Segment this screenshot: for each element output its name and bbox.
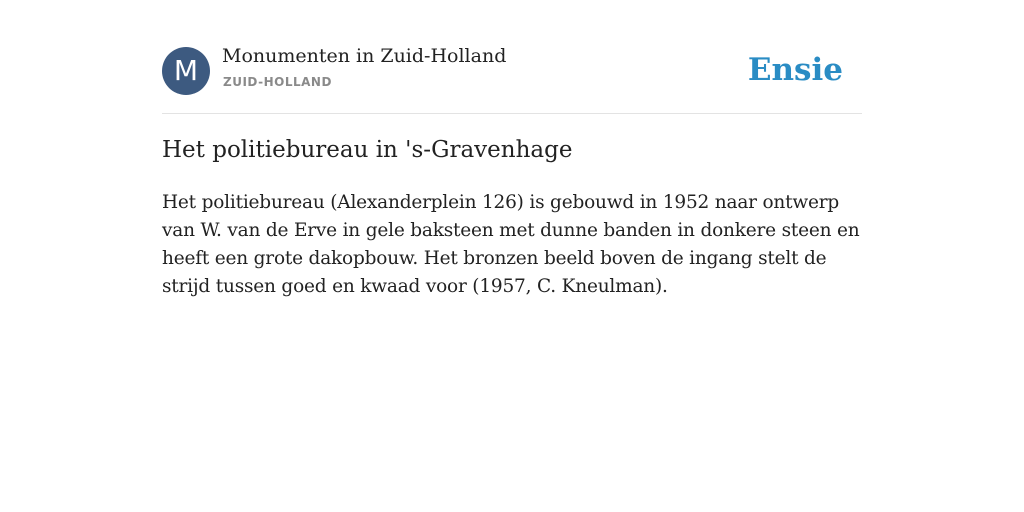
entry-card	[162, 0, 862, 297]
collection-subtitle: ZUID-HOLLAND	[223, 75, 332, 89]
collection-title[interactable]: Monumenten in Zuid-Holland	[222, 45, 507, 67]
entry-title: Het politiebureau in 's-Gravenhage	[162, 137, 573, 163]
collection-header	[162, 0, 862, 114]
collection-avatar[interactable]: M	[162, 47, 210, 95]
entry-body: Het politiebureau (Alexanderplein 126) is gebouwd in 1952 naar ontwerp van W. van de Erve in gele baksteen met dunne banden in donkere steen en heeft een grote dakopbouw. Het bronzen beeld boven de ingang stelt de strijd tussen goed en kwaad voor (1957, C. Kneulman).	[162, 192, 860, 297]
ensie-logo[interactable]: Ensie	[747, 52, 843, 88]
